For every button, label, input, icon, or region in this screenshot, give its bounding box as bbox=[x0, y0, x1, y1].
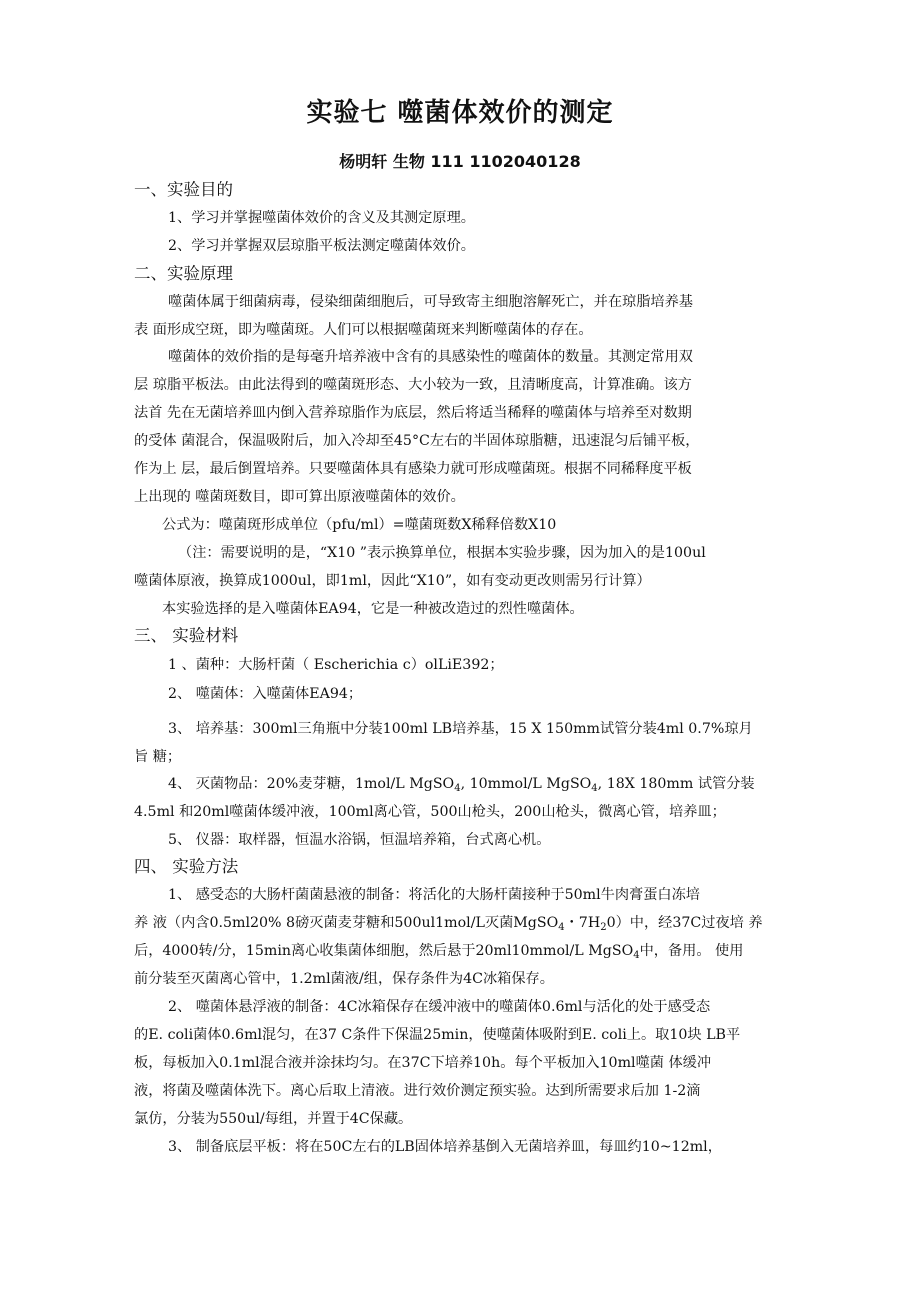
method-line: 2、 噬菌体悬浮液的制备：4C冰箱保存在缓冲液中的噬菌体0.6ml与活化的处于感受态 bbox=[168, 999, 711, 1015]
method-line: 后，4000转/分，15min离心收集菌体细胞，然后悬于20ml10mmol/L MgSO$_4$中，备用。 使用 bbox=[134, 943, 744, 961]
principle-paragraph-line: 上出现的 噬菌斑数目，即可算出原液噬菌体的效价。 bbox=[134, 489, 465, 505]
section-heading-materials: 三、 实验材料 bbox=[134, 626, 239, 645]
method-line: 前分装至灭菌离心管中，1.2ml菌液/组，保存条件为4C冰箱保存。 bbox=[134, 971, 554, 987]
principle-paragraph-line: 法首 先在无菌培养皿内倒入营养琼脂作为底层，然后将适当稀释的噬菌体与培养至对数期 bbox=[134, 405, 692, 421]
method-line: 板，每板加入0.1ml混合液并涂抹均匀。在37C下培养10h。每个平板加入10ml噬菌 体缓冲 bbox=[134, 1055, 712, 1071]
material-item: 旨 糖； bbox=[134, 749, 182, 765]
principle-paragraph-line: 表 面形成空斑，即为噬菌斑。人们可以根据噬菌斑来判断噬菌体的存在。 bbox=[134, 322, 593, 338]
principle-paragraph-line: 层 琼脂平板法。由此法得到的噬菌斑形态、大小较为一致，且清晰度高，计算准确。该方 bbox=[134, 377, 692, 393]
section-heading-purpose: 一、实验目的 bbox=[134, 180, 233, 199]
material-item: 1 、菌种：大肠杆菌（ Escherichia c）olLiE392； bbox=[168, 657, 504, 673]
section-heading-methods: 四、 实验方法 bbox=[134, 857, 239, 876]
principle-paragraph-line: 作为上 层，最后倒置培养。只要噬菌体具有感染力就可形成噬菌斑。根据不同稀释度平板 bbox=[134, 461, 692, 477]
material-item: 3、 培养基：300ml三角瓶中分装100ml LB培养基，15 X 150mm试管分装4ml 0.7%琼月 bbox=[168, 721, 753, 737]
purpose-item: 2、学习并掌握双层琼脂平板法测定噬菌体效价。 bbox=[168, 238, 475, 254]
note-line: （注：需要说明的是，“X10 ”表示换算单位，根据本实验步骤，因为加入的是100ul bbox=[178, 545, 706, 561]
principle-paragraph-line: 噬菌体属于细菌病毒，侵染细菌细胞后，可导致寄主细胞溶解死亡，并在琼脂培养基 bbox=[168, 294, 693, 310]
page-title: 实验七 噬菌体效价的测定 bbox=[306, 98, 614, 128]
material-item: 2、 噬菌体：入噬菌体EA94； bbox=[168, 686, 363, 702]
method-line: 养 液（内含0.5ml20% 8磅灭菌麦芽糖和500ul1mol/L灭菌MgSO$_4$・$7H_20$）中，经37C过夜培 养 bbox=[134, 915, 763, 933]
section-heading-principle: 二、实验原理 bbox=[134, 264, 233, 283]
material-item: 4.5ml 和20ml噬菌体缓冲液，100ml离心管，500山枪头，200山枪头，微离心管，培养皿； bbox=[134, 804, 726, 820]
method-line: 3、 制备底层平板：将在50C左右的LB固体培养基倒入无菌培养皿，每皿约10~12ml， bbox=[168, 1139, 722, 1155]
material-item: 5、 仪器：取样器，恒温水浴锅，恒温培养箱，台式离心机。 bbox=[168, 832, 551, 848]
principle-paragraph-line: 的受体 菌混合，保温吸附后，加入冷却至45°C左右的半固体琼脂糖，迅速混匀后铺平板， bbox=[134, 433, 700, 449]
method-line: 的E. coli菌体0.6ml混匀，在37 C条件下保温25min，使噬菌体吸附到E. coli上。取10块 LB平 bbox=[134, 1027, 741, 1043]
note-line: 噬菌体原液，换算成1000ul，即1ml，因此“X10”，如有变动更改则需另行计算） bbox=[134, 573, 651, 589]
purpose-item: 1、学习并掌握噬菌体效价的含义及其测定原理。 bbox=[168, 210, 475, 226]
method-line: 1、 感受态的大肠杆菌菌悬液的制备：将活化的大肠杆菌接种于50ml牛肉膏蛋白冻培 bbox=[168, 887, 700, 903]
method-line: 液，将菌及噬菌体洗下。离心后取上清液。进行效价测定预实验。达到所需要求后加 1-2滴 bbox=[134, 1083, 701, 1099]
formula-line: 公式为：噬菌斑形成单位（pfu/ml）=噬菌斑数X稀释倍数X10 bbox=[162, 517, 557, 533]
phage-choice-line: 本实验选择的是入噬菌体EA94，它是一种被改造过的烈性噬菌体。 bbox=[162, 601, 584, 617]
author-line: 杨明轩 生物 111 1102040128 bbox=[339, 152, 581, 171]
material-item: 4、 灭菌物品：20%麦芽糖，1mol/L MgSO$_4$, 10mmol/L MgSO$_4$, 18X 180mm 试管分装 bbox=[168, 776, 755, 794]
principle-paragraph-line: 噬菌体的效价指的是每毫升培养液中含有的具感染性的噬菌体的数量。其测定常用双 bbox=[168, 349, 693, 365]
method-line: 氯仿，分装为550ul/每组，并置于4C保藏。 bbox=[134, 1111, 413, 1127]
